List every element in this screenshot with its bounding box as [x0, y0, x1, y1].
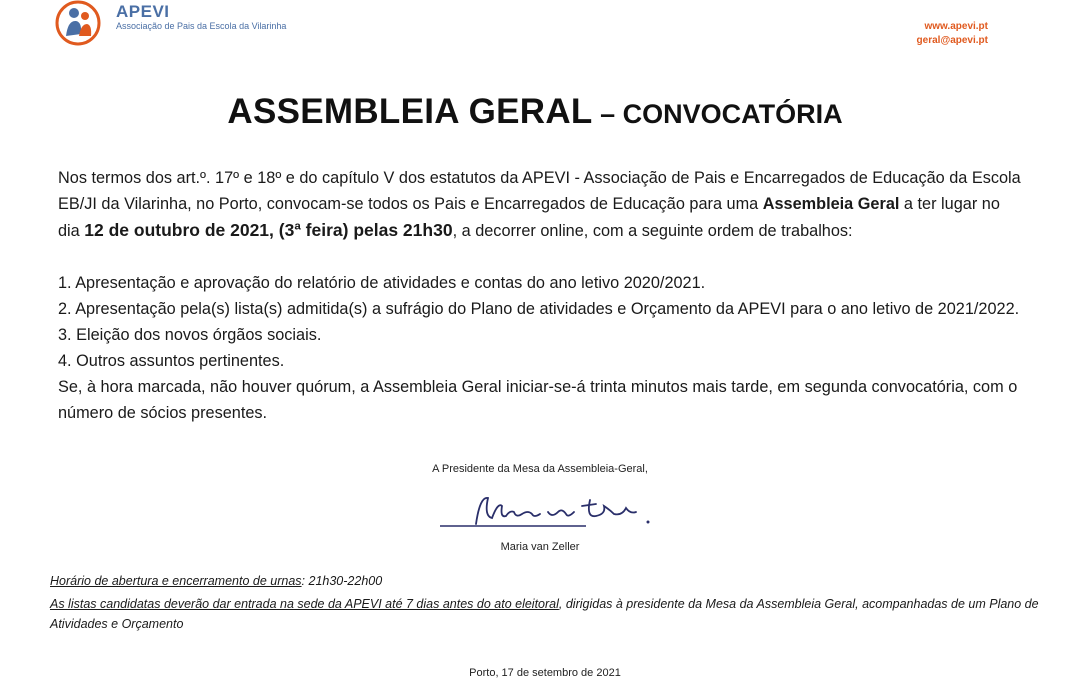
page-title	[0, 92, 1070, 132]
note2-underlined: As listas candidatas deverão dar entrada na sede da APEVI até 7 dias antes do ato eleitoral	[50, 597, 559, 611]
dateline: Porto, 17 de setembro de 2021	[469, 667, 621, 679]
intro-text-2: a ter lugar no dia	[58, 195, 1000, 240]
agenda-item: 1. Apresentação e aprovação do relatório de atividades e contas do ano letivo 2020/2021.	[58, 274, 706, 292]
org-name: APEVI	[116, 2, 170, 21]
signature-role: A Presidente da Mesa da Assembleia-Geral,	[432, 463, 648, 475]
intro-text-3: , a decorrer online, com a seguinte ordem de trabalhos:	[452, 222, 853, 240]
email-link[interactable]: geral@apevi.pt	[916, 35, 988, 46]
polling-hours-note	[50, 571, 1050, 591]
quorum-note: Se, à hora marcada, não houver quórum, a Assembleia Geral iniciar-se-á trinta minutos mais tarde, em segunda convocatória, com o número de sócios presentes.	[58, 378, 1018, 422]
agenda-item: 2. Apresentação pela(s) lista(s) admitida(s) a sufrágio do Plano de atividades e Orçamento da APEVI para o ano letivo de 2021/2022.	[58, 300, 1020, 318]
apevi-logo-icon	[54, 0, 106, 46]
title-main: ASSEMBLEIA GERAL	[227, 92, 593, 131]
website-link[interactable]: www.apevi.pt	[924, 21, 988, 32]
agenda-item: 3. Eleição dos novos órgãos sociais.	[58, 326, 322, 344]
intro-paragraph	[58, 165, 1023, 244]
intro-bold-assembleia: Assembleia Geral	[762, 195, 900, 213]
note1-rest: : 21h30-22h00	[301, 574, 383, 588]
title-sub: – CONVOCATÓRIA	[592, 99, 843, 129]
org-subtitle: Associação de Pais da Escola da Vilarinha	[116, 21, 287, 31]
intro-bold-date: 12 de outubro de 2021, (3ª feira) pelas 21h30	[84, 220, 453, 240]
intro-text-1: Nos termos dos art.º. 17º e 18º e do capítulo V dos estatutos da APEVI - Associação de Pais e Encarregados de Educação da Escola EB/JI da Vilarinha, no Porto, convocam-se todos os Pais e Encarregados de Educação para uma	[58, 169, 1021, 213]
handwritten-signature	[436, 488, 656, 534]
note2-rest: , dirigidas à presidente da Mesa da Assembleia Geral, acompanhadas de um Plano de Atividades e Orçamento	[50, 597, 1039, 631]
note1-underlined: Horário de abertura e encerramento de urnas	[50, 574, 302, 588]
agenda-item: 4. Outros assuntos pertinentes.	[58, 352, 285, 370]
contacts	[917, 20, 988, 48]
candidate-lists-note	[50, 594, 1050, 634]
signatory-name: Maria van Zeller	[500, 541, 580, 553]
agenda-list	[58, 270, 1023, 426]
